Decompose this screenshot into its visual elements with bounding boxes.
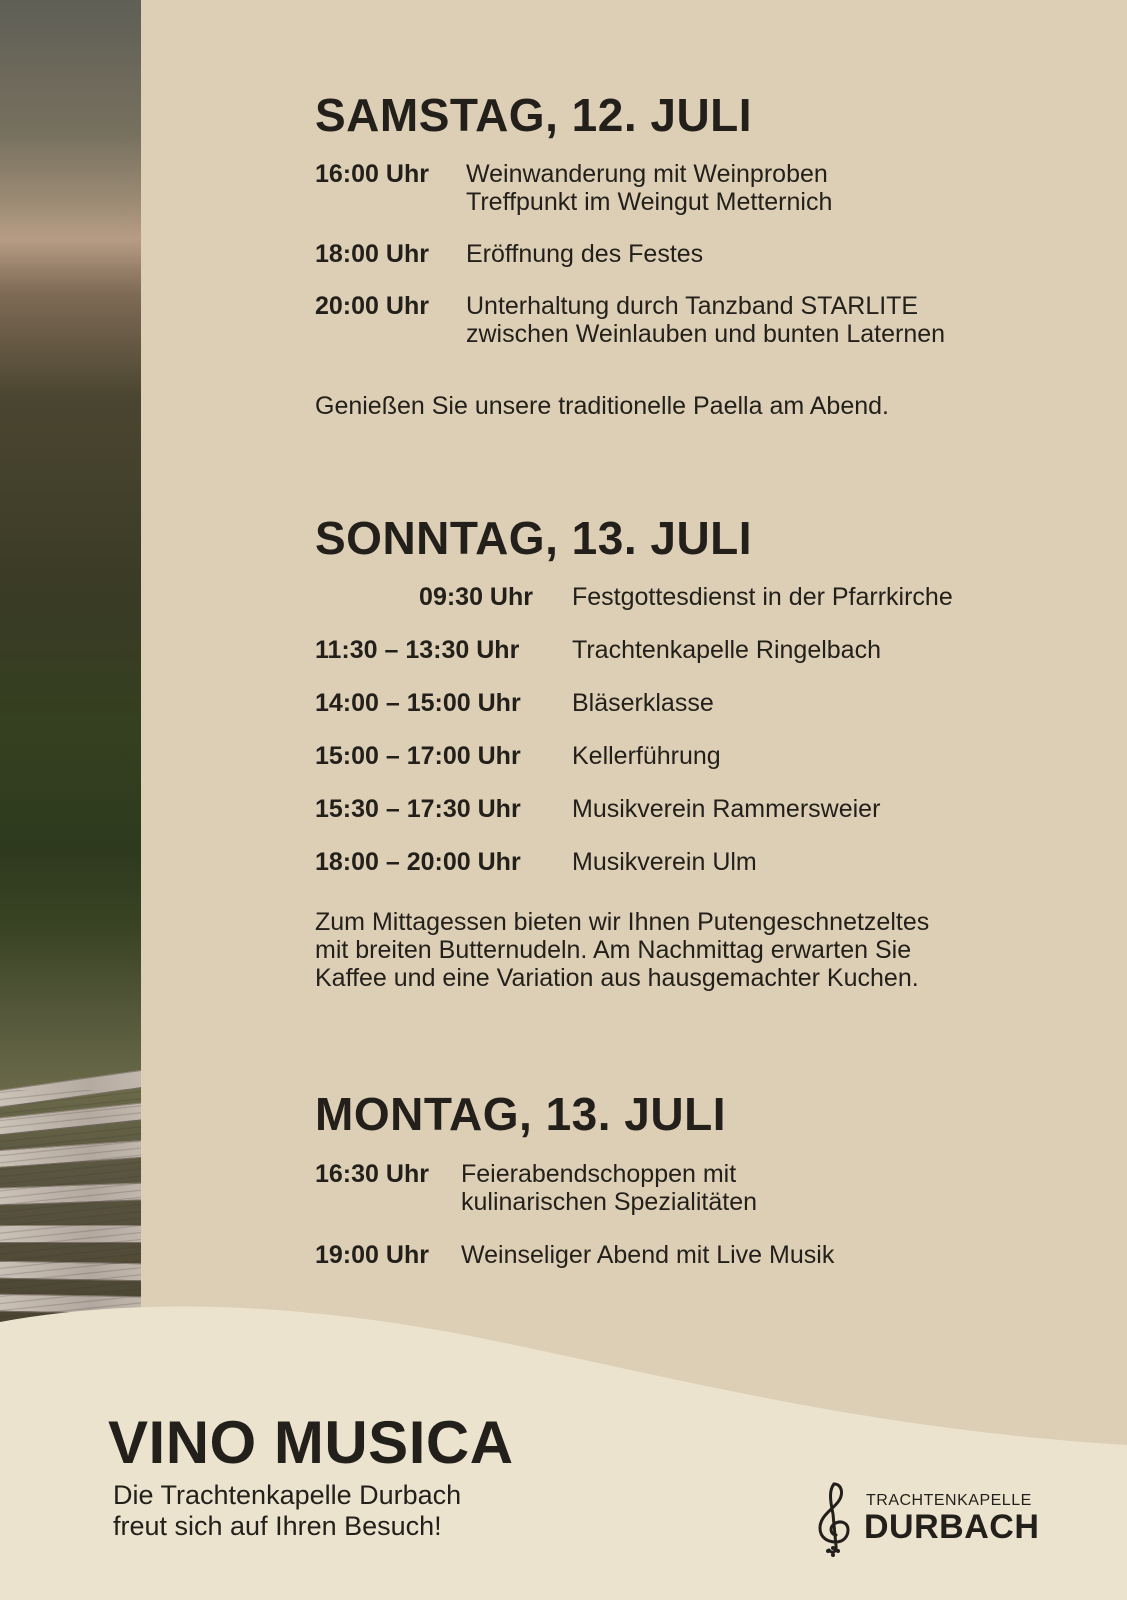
treble-clef-icon [812, 1480, 854, 1560]
day-heading-monday: MONTAG, 13. JULI [315, 1088, 726, 1140]
event-time: 11:30 – 13:30 Uhr [315, 636, 520, 664]
logo-text-big: DURBACH [864, 1508, 1040, 1546]
event-description: Festgottesdienst in der Pfarrkirche [572, 583, 953, 611]
event-time: 16:00 Uhr [315, 160, 429, 188]
event-time: 20:00 Uhr [315, 292, 429, 320]
day-heading-saturday: SAMSTAG, 12. JULI [315, 89, 753, 141]
event-time: 18:00 Uhr [315, 240, 429, 268]
event-description: Unterhaltung durch Tanzband STARLITE zwischen Weinlauben und bunten Laternen [466, 292, 946, 348]
event-description: Musikverein Rammersweier [572, 795, 881, 823]
event-time: 14:00 – 15:00 Uhr [315, 689, 521, 717]
day-heading-sunday: SONNTAG, 13. JULI [315, 512, 753, 564]
event-description: Weinwanderung mit Weinproben Treffpunkt im Weingut Metternich [466, 160, 833, 216]
event-subtitle: Die Trachtenkapelle Durbach freut sich auf Ihren Besuch! [113, 1480, 462, 1541]
food-note-saturday: Genießen Sie unsere traditionelle Paella am Abend. [315, 392, 889, 420]
event-time: 15:00 – 17:00 Uhr [315, 742, 521, 770]
food-note-sunday: Zum Mittagessen bieten wir Ihnen Putengeschnetzeltes mit breiten Butternudeln. Am Nachmittag erwarten Sie Kaffee und eine Variation aus hausgemachter Kuchen. [315, 908, 930, 992]
event-description: Weinseliger Abend mit Live Musik [461, 1241, 835, 1269]
event-time: 16:30 Uhr [315, 1160, 429, 1188]
event-description: Kellerführung [572, 742, 721, 770]
event-description: Eröffnung des Festes [466, 240, 704, 268]
side-photo-sheet-music [0, 0, 141, 1330]
band-logo [812, 1480, 1052, 1560]
event-time: 18:00 – 20:00 Uhr [315, 848, 521, 876]
event-description: Trachtenkapelle Ringelbach [572, 636, 881, 664]
logo-text-small: TRACHTENKAPELLE [866, 1492, 1032, 1509]
event-title: VINO MUSICA [108, 1409, 514, 1476]
event-description: Feierabendschoppen mit kulinarischen Spezialitäten [461, 1160, 758, 1216]
event-time: 15:30 – 17:30 Uhr [315, 795, 521, 823]
event-time: 09:30 Uhr [419, 583, 533, 611]
event-description: Musikverein Ulm [572, 848, 757, 876]
event-description: Bläserklasse [572, 689, 714, 717]
event-time: 19:00 Uhr [315, 1241, 429, 1269]
